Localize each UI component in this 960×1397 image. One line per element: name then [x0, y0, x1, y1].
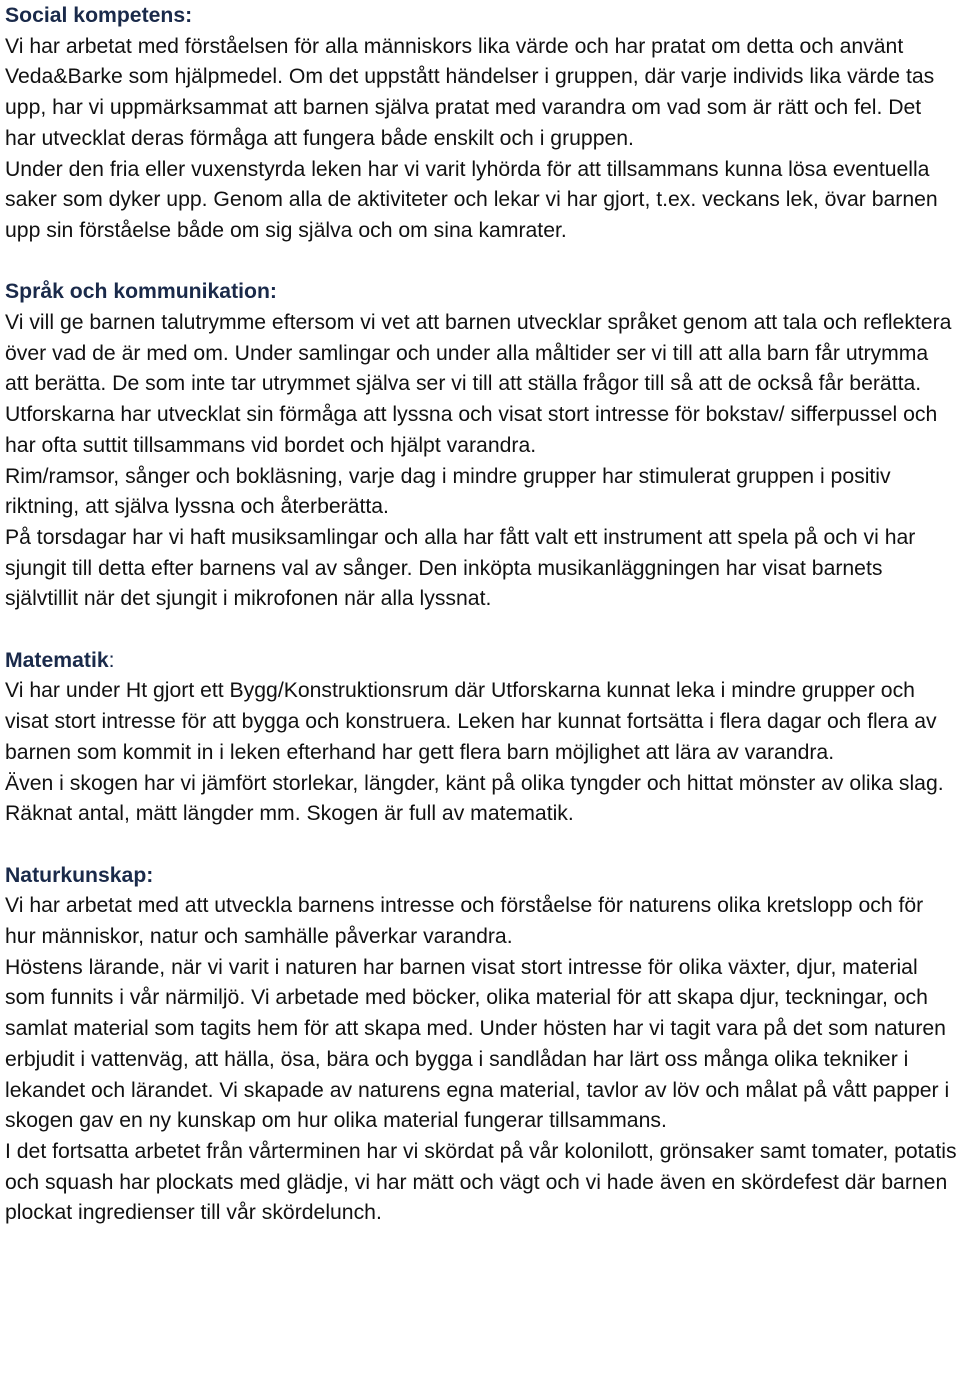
- paragraph: I det fortsatta arbetet från vårterminen har vi skördat på vår kolonilott, grönsaker samt tomater, potatis och squash har plockats med glädje, vi har mätt och vägt och vi hade även en skördefest där barnen plockat ingredienser till vår skördelunch.: [5, 1139, 957, 1225]
- heading-colon: :: [269, 280, 277, 304]
- heading-colon: :: [146, 863, 154, 887]
- paragraph: Höstens lärande, när vi varit i naturen har barnen visat stort intresse för olika växter, djur, material som funnits i vår närmiljö. Vi arbetade med böcker, olika material för att skapa djur, teckningar, och samlat material som tagits hem för att skapa med. Under hösten har vi tagit vara på det som naturen erbjudit i vattenväg, att hälla, ösa, bära och bygga i sandlådan har lärt oss många olika tekniker i lekandet och lärandet. Vi skapade av naturens egna material, tavlor av löv och målat på vått papper i skogen gav en ny kunskap om hur olika material fungerar tillsammans.: [5, 955, 950, 1133]
- section-matematik: [5, 646, 957, 830]
- section-heading: [5, 861, 957, 892]
- heading-text: Matematik: [5, 648, 109, 672]
- heading-colon: :: [108, 648, 115, 672]
- section-heading: [5, 277, 957, 308]
- paragraph: Utforskarna har utvecklat sin förmåga att lyssna och visat stort intresse för bokstav/ sifferpussel och har ofta suttit tillsammans vid bordet och hjälpt varandra.: [5, 403, 938, 457]
- paragraph: Vi har arbetat med förståelsen för alla människors lika värde och har pratat om detta och använt Veda&Barke som hjälpmedel. Om det uppstått händelser i gruppen, där varje individs lika värde tas upp, har vi uppmärksammat att barnen själva pratat med varandra om vad som är rätt och fel. Det har utvecklat deras förmåga att fungera både enskilt och i gruppen.: [5, 34, 935, 150]
- paragraph: Även i skogen har vi jämfört storlekar, längder, känt på olika tyngder och hittat mönster av olika slag. Räknat antal, mätt längder mm. Skogen är full av matematik.: [5, 771, 944, 826]
- section-heading: [5, 1, 957, 32]
- paragraph: Vi har arbetat med att utveckla barnens intresse och förståelse för naturens olika kretslopp och för hur människor, natur och samhälle påverkar varandra.: [5, 894, 924, 949]
- heading-text: Naturkunskap: [5, 863, 147, 887]
- paragraph: Under den fria eller vuxenstyrda leken har vi varit lyhörda för att tillsammans kunna lösa eventuella saker som dyker upp. Genom alla de aktiviteter och lekar vi har gjort, t.ex. veckans lek, övar barnen upp sin förståelse både om sig själva och om sina kamrater.: [5, 157, 938, 242]
- section-heading: [5, 646, 957, 677]
- section-sprak-och-kommunikation: [5, 277, 957, 615]
- heading-colon: :: [185, 4, 193, 27]
- paragraph: Vi har under Ht gjort ett Bygg/Konstruktionsrum där Utforskarna kunnat leka i mindre grupper och visat stort intresse för att bygga och konstruera. Leken har kunnat fortsätta i flera dagar och flera av barnen som kommit in i leken efterhand har gett flera barn möjlighet att lära av varandra.: [5, 679, 937, 764]
- section-naturkunskap: [5, 861, 957, 1229]
- section-social-kompetens: [5, 1, 957, 247]
- document-page: [5, 1, 957, 1229]
- paragraph: Rim/ramsor, sånger och bokläsning, varje dag i mindre grupper har stimulerat gruppen i positiv riktning, att själva lyssna och återberätta.: [5, 464, 891, 519]
- paragraph: Vi vill ge barnen talutrymme eftersom vi vet att barnen utvecklar språket genom att tala och reflektera över vad de är med om. Under samlingar och under alla måltider ser vi till att alla barn får utrymma att berätta. De som inte tar utrymmet själva ser vi till att ställa frågor till så att de också får berätta.: [5, 311, 952, 396]
- heading-text: Social kompetens: [5, 4, 186, 27]
- paragraph: På torsdagar har vi haft musiksamlingar och alla har fått valt ett instrument att spela på och vi har sjungit till detta efter barnens val av sånger. Den inköpta musikanläggningen har visat barnets självtillit när det sjungit i mikrofonen när alla lyssnat.: [5, 525, 916, 611]
- heading-text: Språk och kommunikation: [5, 280, 270, 304]
